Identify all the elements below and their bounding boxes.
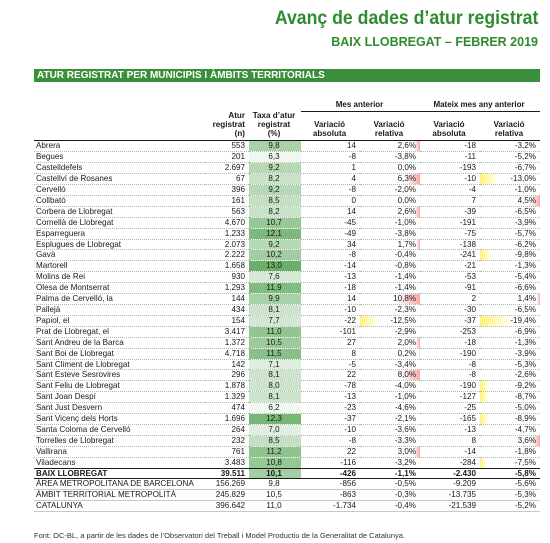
var-abs-cell: -78	[301, 381, 360, 392]
var-abs-year-cell: -241	[420, 250, 480, 261]
table-row	[34, 185, 540, 196]
municipality-name: Vallirana	[34, 446, 205, 457]
var-rel-year-cell: -7,5%	[480, 457, 540, 468]
table-row	[34, 479, 540, 490]
var-abs-year-cell: -127	[420, 392, 480, 403]
var-abs-cell: -101	[301, 326, 360, 337]
municipality-name: Papiol, el	[34, 315, 205, 326]
municipality-name: Sant Boi de Llobregat	[34, 348, 205, 359]
municipality-name: Castelldefels	[34, 163, 205, 174]
var-rel-year-cell: -5,8%	[480, 468, 540, 479]
var-rel-year-cell: -2,6%	[480, 370, 540, 381]
municipality-name: Martorell	[34, 261, 205, 272]
municipality-name: Cornellà de Llobregat	[34, 217, 205, 228]
var-rel-cell: 6,3%	[360, 174, 420, 185]
var-abs-cell: 8	[301, 348, 360, 359]
var-rel-cell: 8,0%	[360, 370, 420, 381]
var-abs-year-cell: -21.539	[420, 501, 480, 512]
municipality-name: Castellví de Rosanes	[34, 174, 205, 185]
column-header-var-abs-year: Variació absoluta	[420, 111, 480, 141]
taxa-cell: 7,1	[249, 359, 301, 370]
var-abs-year-cell: 7	[420, 195, 480, 206]
taxa-cell: 6,2	[249, 403, 301, 414]
table-row	[34, 261, 540, 272]
var-rel-cell: -3,8%	[360, 228, 420, 239]
municipality-name: Santa Coloma de Cervelló	[34, 424, 205, 435]
table-row	[34, 217, 540, 228]
column-header-taxa: Taxa d’atur registrat (%)	[249, 111, 301, 141]
table-row	[34, 337, 540, 348]
municipality-name: ÀMBIT TERRITORIAL METROPOLITÀ	[34, 490, 205, 501]
table-row	[34, 163, 540, 174]
table-row	[34, 392, 540, 403]
atur-cell: 232	[205, 435, 249, 446]
var-abs-cell: 22	[301, 370, 360, 381]
taxa-cell: 11,9	[249, 283, 301, 294]
municipality-name: Sant Esteve Sesrovires	[34, 370, 205, 381]
atur-cell: 2.697	[205, 163, 249, 174]
var-rel-cell: -1,4%	[360, 283, 420, 294]
var-rel-year-cell: -4,7%	[480, 424, 540, 435]
var-rel-cell: -2,1%	[360, 414, 420, 425]
var-abs-cell: 14	[301, 294, 360, 305]
var-abs-cell: -49	[301, 228, 360, 239]
municipality-name: Torrelles de Llobregat	[34, 435, 205, 446]
atur-cell: 1.293	[205, 283, 249, 294]
table-row	[34, 174, 540, 185]
var-rel-year-cell: -3,2%	[480, 141, 540, 152]
var-abs-cell: -116	[301, 457, 360, 468]
table-row	[34, 359, 540, 370]
var-abs-year-cell: -11	[420, 152, 480, 163]
var-abs-year-cell: -14	[420, 446, 480, 457]
var-abs-cell: 14	[301, 206, 360, 217]
var-rel-year-cell: -5,3%	[480, 359, 540, 370]
var-rel-cell: 2,0%	[360, 337, 420, 348]
taxa-cell: 10,5	[249, 490, 301, 501]
var-rel-year-cell: -6,5%	[480, 206, 540, 217]
table-row	[34, 501, 540, 512]
var-rel-year-cell: -6,2%	[480, 239, 540, 250]
table-row	[34, 239, 540, 250]
atur-cell: 553	[205, 141, 249, 152]
atur-cell: 434	[205, 304, 249, 315]
municipality-name: Collbató	[34, 195, 205, 206]
var-rel-year-cell: -9,2%	[480, 381, 540, 392]
var-rel-year-cell: -1,0%	[480, 185, 540, 196]
var-abs-cell: 4	[301, 174, 360, 185]
var-rel-year-cell: -5,2%	[480, 152, 540, 163]
var-rel-year-cell: -6,7%	[480, 163, 540, 174]
var-abs-year-cell: -138	[420, 239, 480, 250]
atur-cell: 2.222	[205, 250, 249, 261]
var-rel-cell: -0,4%	[360, 501, 420, 512]
var-rel-cell: -2,9%	[360, 326, 420, 337]
var-rel-cell: 2,6%	[360, 141, 420, 152]
municipality-name: Esparreguera	[34, 228, 205, 239]
taxa-cell: 10,1	[249, 468, 301, 479]
var-rel-year-cell: -9,8%	[480, 250, 540, 261]
var-abs-cell: 22	[301, 446, 360, 457]
table-row	[34, 381, 540, 392]
var-rel-year-cell: -6,6%	[480, 283, 540, 294]
atur-cell: 474	[205, 403, 249, 414]
var-rel-cell: -2,0%	[360, 185, 420, 196]
table-row	[34, 304, 540, 315]
var-abs-cell: 0	[301, 195, 360, 206]
municipality-name: Corbera de Llobregat	[34, 206, 205, 217]
taxa-cell: 10,5	[249, 337, 301, 348]
var-rel-year-cell: -6,5%	[480, 304, 540, 315]
municipality-name: Abrera	[34, 141, 205, 152]
var-rel-year-cell: -1,3%	[480, 337, 540, 348]
var-abs-cell: -10	[301, 424, 360, 435]
var-abs-year-cell: -18	[420, 337, 480, 348]
var-abs-year-cell: -13	[420, 424, 480, 435]
var-rel-year-cell: 3,6%	[480, 435, 540, 446]
taxa-cell: 7,6	[249, 272, 301, 283]
var-abs-cell: -856	[301, 479, 360, 490]
atur-cell: 4.670	[205, 217, 249, 228]
municipality-name: CATALUNYA	[34, 501, 205, 512]
var-abs-year-cell: -190	[420, 348, 480, 359]
taxa-cell: 11,0	[249, 326, 301, 337]
var-abs-cell: -22	[301, 315, 360, 326]
var-abs-year-cell: -75	[420, 228, 480, 239]
taxa-cell: 9,2	[249, 163, 301, 174]
var-rel-cell: -3,8%	[360, 152, 420, 163]
var-abs-year-cell: -10	[420, 174, 480, 185]
taxa-cell: 7,7	[249, 315, 301, 326]
taxa-cell: 8,1	[249, 392, 301, 403]
taxa-cell: 11,5	[249, 348, 301, 359]
var-abs-cell: -18	[301, 283, 360, 294]
table-row	[34, 424, 540, 435]
var-abs-year-cell: -18	[420, 141, 480, 152]
taxa-cell: 8,2	[249, 206, 301, 217]
var-rel-cell: -3,3%	[360, 435, 420, 446]
var-abs-cell: -10	[301, 304, 360, 315]
var-abs-year-cell: -284	[420, 457, 480, 468]
atur-cell: 1.878	[205, 381, 249, 392]
var-abs-cell: -8	[301, 152, 360, 163]
table-row	[34, 152, 540, 163]
var-abs-year-cell: -13.735	[420, 490, 480, 501]
var-rel-cell: -2,3%	[360, 304, 420, 315]
atur-cell: 156.269	[205, 479, 249, 490]
atur-cell: 144	[205, 294, 249, 305]
column-header-var-rel-year: Variació relativa	[480, 111, 540, 141]
taxa-cell: 10,8	[249, 457, 301, 468]
var-abs-cell: -5	[301, 359, 360, 370]
var-rel-year-cell: -3,9%	[480, 217, 540, 228]
var-abs-cell: -45	[301, 217, 360, 228]
table-row	[34, 283, 540, 294]
var-abs-year-cell: -21	[420, 261, 480, 272]
taxa-cell: 13,0	[249, 261, 301, 272]
atur-cell: 1.233	[205, 228, 249, 239]
atur-cell: 154	[205, 315, 249, 326]
table-row	[34, 141, 540, 152]
var-rel-year-cell: 4,5%	[480, 195, 540, 206]
atur-cell: 2.073	[205, 239, 249, 250]
var-abs-year-cell: 2	[420, 294, 480, 305]
municipality-name: BAIX LLOBREGAT	[34, 468, 205, 479]
var-abs-year-cell: -4	[420, 185, 480, 196]
var-abs-cell: -1.734	[301, 501, 360, 512]
atur-cell: 761	[205, 446, 249, 457]
taxa-cell: 12,1	[249, 228, 301, 239]
var-abs-year-cell: 8	[420, 435, 480, 446]
source-footnote: Font: OC-BL, a partir de les dades de l’Observatori del Treball i Model Productiu de la Generalitat de Catalunya.	[34, 531, 406, 540]
var-rel-cell: 10,8%	[360, 294, 420, 305]
taxa-cell: 10,7	[249, 217, 301, 228]
atur-cell: 3.417	[205, 326, 249, 337]
var-rel-year-cell: 1,4%	[480, 294, 540, 305]
var-rel-year-cell: -8,9%	[480, 414, 540, 425]
var-rel-year-cell: -19,4%	[480, 315, 540, 326]
atur-cell: 245.829	[205, 490, 249, 501]
taxa-cell: 8,1	[249, 304, 301, 315]
section-title: ATUR REGISTRAT PER MUNICIPIS I ÀMBITS TERRITORIALS	[34, 69, 540, 82]
var-abs-year-cell: -253	[420, 326, 480, 337]
var-abs-cell: -14	[301, 261, 360, 272]
taxa-cell: 9,8	[249, 479, 301, 490]
var-rel-year-cell: -3,9%	[480, 348, 540, 359]
atur-cell: 1.329	[205, 392, 249, 403]
var-rel-cell: -0,5%	[360, 479, 420, 490]
var-rel-cell: -4,6%	[360, 403, 420, 414]
municipality-name: Sant Just Desvern	[34, 403, 205, 414]
var-rel-year-cell: -5,6%	[480, 479, 540, 490]
taxa-cell: 8,5	[249, 195, 301, 206]
municipality-name: Sant Feliu de Llobregat	[34, 381, 205, 392]
atur-cell: 3.483	[205, 457, 249, 468]
var-rel-cell: 1,7%	[360, 239, 420, 250]
var-abs-cell: 14	[301, 141, 360, 152]
taxa-cell: 9,2	[249, 239, 301, 250]
var-rel-cell: -1,1%	[360, 468, 420, 479]
table-row	[34, 250, 540, 261]
var-abs-cell: 27	[301, 337, 360, 348]
atur-cell: 1.372	[205, 337, 249, 348]
var-abs-year-cell: -30	[420, 304, 480, 315]
var-abs-year-cell: -191	[420, 217, 480, 228]
var-rel-cell: -3,2%	[360, 457, 420, 468]
var-rel-year-cell: -6,9%	[480, 326, 540, 337]
var-rel-cell: -0,3%	[360, 490, 420, 501]
var-abs-year-cell: -2.430	[420, 468, 480, 479]
taxa-cell: 10,2	[249, 250, 301, 261]
taxa-cell: 11,2	[249, 446, 301, 457]
municipality-name: Cervelló	[34, 185, 205, 196]
column-header-atur: Atur registrat (n)	[205, 111, 249, 141]
var-abs-cell: -13	[301, 392, 360, 403]
atur-cell: 201	[205, 152, 249, 163]
var-rel-cell: -3,6%	[360, 424, 420, 435]
table-row	[34, 414, 540, 425]
taxa-cell: 8,1	[249, 370, 301, 381]
table-row	[34, 315, 540, 326]
atur-cell: 67	[205, 174, 249, 185]
var-abs-cell: -426	[301, 468, 360, 479]
table-row	[34, 490, 540, 501]
taxa-cell: 8,5	[249, 435, 301, 446]
var-abs-cell: 1	[301, 163, 360, 174]
taxa-cell: 12,3	[249, 414, 301, 425]
atur-cell: 296	[205, 370, 249, 381]
var-abs-cell: -37	[301, 414, 360, 425]
var-abs-cell: 34	[301, 239, 360, 250]
table-row	[34, 403, 540, 414]
municipality-name: ÀREA METROPOLITANA DE BARCELONA	[34, 479, 205, 490]
column-header-var-abs: Variació absoluta	[301, 111, 360, 141]
table-row	[34, 435, 540, 446]
table-row	[34, 457, 540, 468]
var-abs-cell: -863	[301, 490, 360, 501]
atur-cell: 563	[205, 206, 249, 217]
atur-cell: 161	[205, 195, 249, 206]
var-abs-cell: -8	[301, 185, 360, 196]
table-total-row	[34, 468, 540, 479]
taxa-cell: 9,2	[249, 185, 301, 196]
var-rel-cell: -0,8%	[360, 261, 420, 272]
var-rel-cell: -3,4%	[360, 359, 420, 370]
municipality-name: Olesa de Montserrat	[34, 283, 205, 294]
atur-cell: 264	[205, 424, 249, 435]
var-abs-cell: -13	[301, 272, 360, 283]
var-rel-cell: -1,4%	[360, 272, 420, 283]
table-row	[34, 326, 540, 337]
table-row	[34, 195, 540, 206]
table-row	[34, 206, 540, 217]
atur-cell: 4.718	[205, 348, 249, 359]
var-rel-cell: -12,5%	[360, 315, 420, 326]
var-rel-year-cell: -5,4%	[480, 272, 540, 283]
var-rel-year-cell: -1,8%	[480, 446, 540, 457]
column-header-var-rel: Variació relativa	[360, 111, 420, 141]
var-rel-year-cell: -5,2%	[480, 501, 540, 512]
table-row	[34, 272, 540, 283]
var-abs-year-cell: -25	[420, 403, 480, 414]
page-title: Avanç de dades d’atur registrat	[274, 8, 538, 29]
var-rel-year-cell: -5,3%	[480, 490, 540, 501]
municipality-name: Gavà	[34, 250, 205, 261]
municipality-name: Sant Andreu de la Barca	[34, 337, 205, 348]
atur-cell: 930	[205, 272, 249, 283]
taxa-cell: 9,9	[249, 294, 301, 305]
var-rel-year-cell: -5,7%	[480, 228, 540, 239]
var-abs-year-cell: -37	[420, 315, 480, 326]
group-header-same-month-last-year: Mateix mes any anterior	[420, 99, 540, 111]
var-rel-cell: 2,6%	[360, 206, 420, 217]
municipality-name: Sant Joan Despí	[34, 392, 205, 403]
var-abs-year-cell: -53	[420, 272, 480, 283]
var-abs-cell: -23	[301, 403, 360, 414]
municipality-name: Molins de Rei	[34, 272, 205, 283]
taxa-cell: 8,2	[249, 174, 301, 185]
atur-cell: 39.511	[205, 468, 249, 479]
var-abs-cell: -8	[301, 435, 360, 446]
var-rel-cell: 0,0%	[360, 195, 420, 206]
atur-cell: 396	[205, 185, 249, 196]
atur-cell: 1.658	[205, 261, 249, 272]
var-abs-year-cell: -91	[420, 283, 480, 294]
var-rel-year-cell: -1,3%	[480, 261, 540, 272]
var-abs-year-cell: -8	[420, 359, 480, 370]
var-abs-year-cell: -8	[420, 370, 480, 381]
municipality-name: Palma de Cervelló, la	[34, 294, 205, 305]
var-abs-year-cell: -9.209	[420, 479, 480, 490]
atur-cell: 142	[205, 359, 249, 370]
var-rel-cell: 0,0%	[360, 163, 420, 174]
var-abs-year-cell: -39	[420, 206, 480, 217]
table-row	[34, 446, 540, 457]
var-rel-cell: -4,0%	[360, 381, 420, 392]
municipality-name: Begues	[34, 152, 205, 163]
table-row	[34, 228, 540, 239]
municipality-name: Pallejà	[34, 304, 205, 315]
page-subtitle: BAIX LLOBREGAT – FEBRER 2019	[331, 35, 538, 49]
municipality-name: Esplugues de Llobregat	[34, 239, 205, 250]
atur-cell: 1.696	[205, 414, 249, 425]
taxa-cell: 11,0	[249, 501, 301, 512]
table-row	[34, 370, 540, 381]
table-row	[34, 294, 540, 305]
var-abs-year-cell: -165	[420, 414, 480, 425]
taxa-cell: 9,8	[249, 141, 301, 152]
var-rel-cell: 3,0%	[360, 446, 420, 457]
table-row	[34, 348, 540, 359]
municipality-name: Sant Climent de Llobregat	[34, 359, 205, 370]
var-rel-year-cell: -13,0%	[480, 174, 540, 185]
atur-cell: 396.642	[205, 501, 249, 512]
var-rel-year-cell: -5,0%	[480, 403, 540, 414]
var-rel-cell: -1,0%	[360, 217, 420, 228]
municipality-name: Sant Vicenç dels Horts	[34, 414, 205, 425]
var-abs-cell: -8	[301, 250, 360, 261]
var-rel-cell: -1,0%	[360, 392, 420, 403]
var-abs-year-cell: -190	[420, 381, 480, 392]
unemployment-table	[34, 99, 540, 512]
var-rel-year-cell: -8,7%	[480, 392, 540, 403]
var-abs-year-cell: -193	[420, 163, 480, 174]
taxa-cell: 7,0	[249, 424, 301, 435]
group-header-previous-month: Mes anterior	[301, 99, 420, 111]
var-rel-cell: -0,4%	[360, 250, 420, 261]
taxa-cell: 8,0	[249, 381, 301, 392]
municipality-name: Prat de Llobregat, el	[34, 326, 205, 337]
var-rel-cell: 0,2%	[360, 348, 420, 359]
taxa-cell: 6,3	[249, 152, 301, 163]
municipality-name: Viladecans	[34, 457, 205, 468]
